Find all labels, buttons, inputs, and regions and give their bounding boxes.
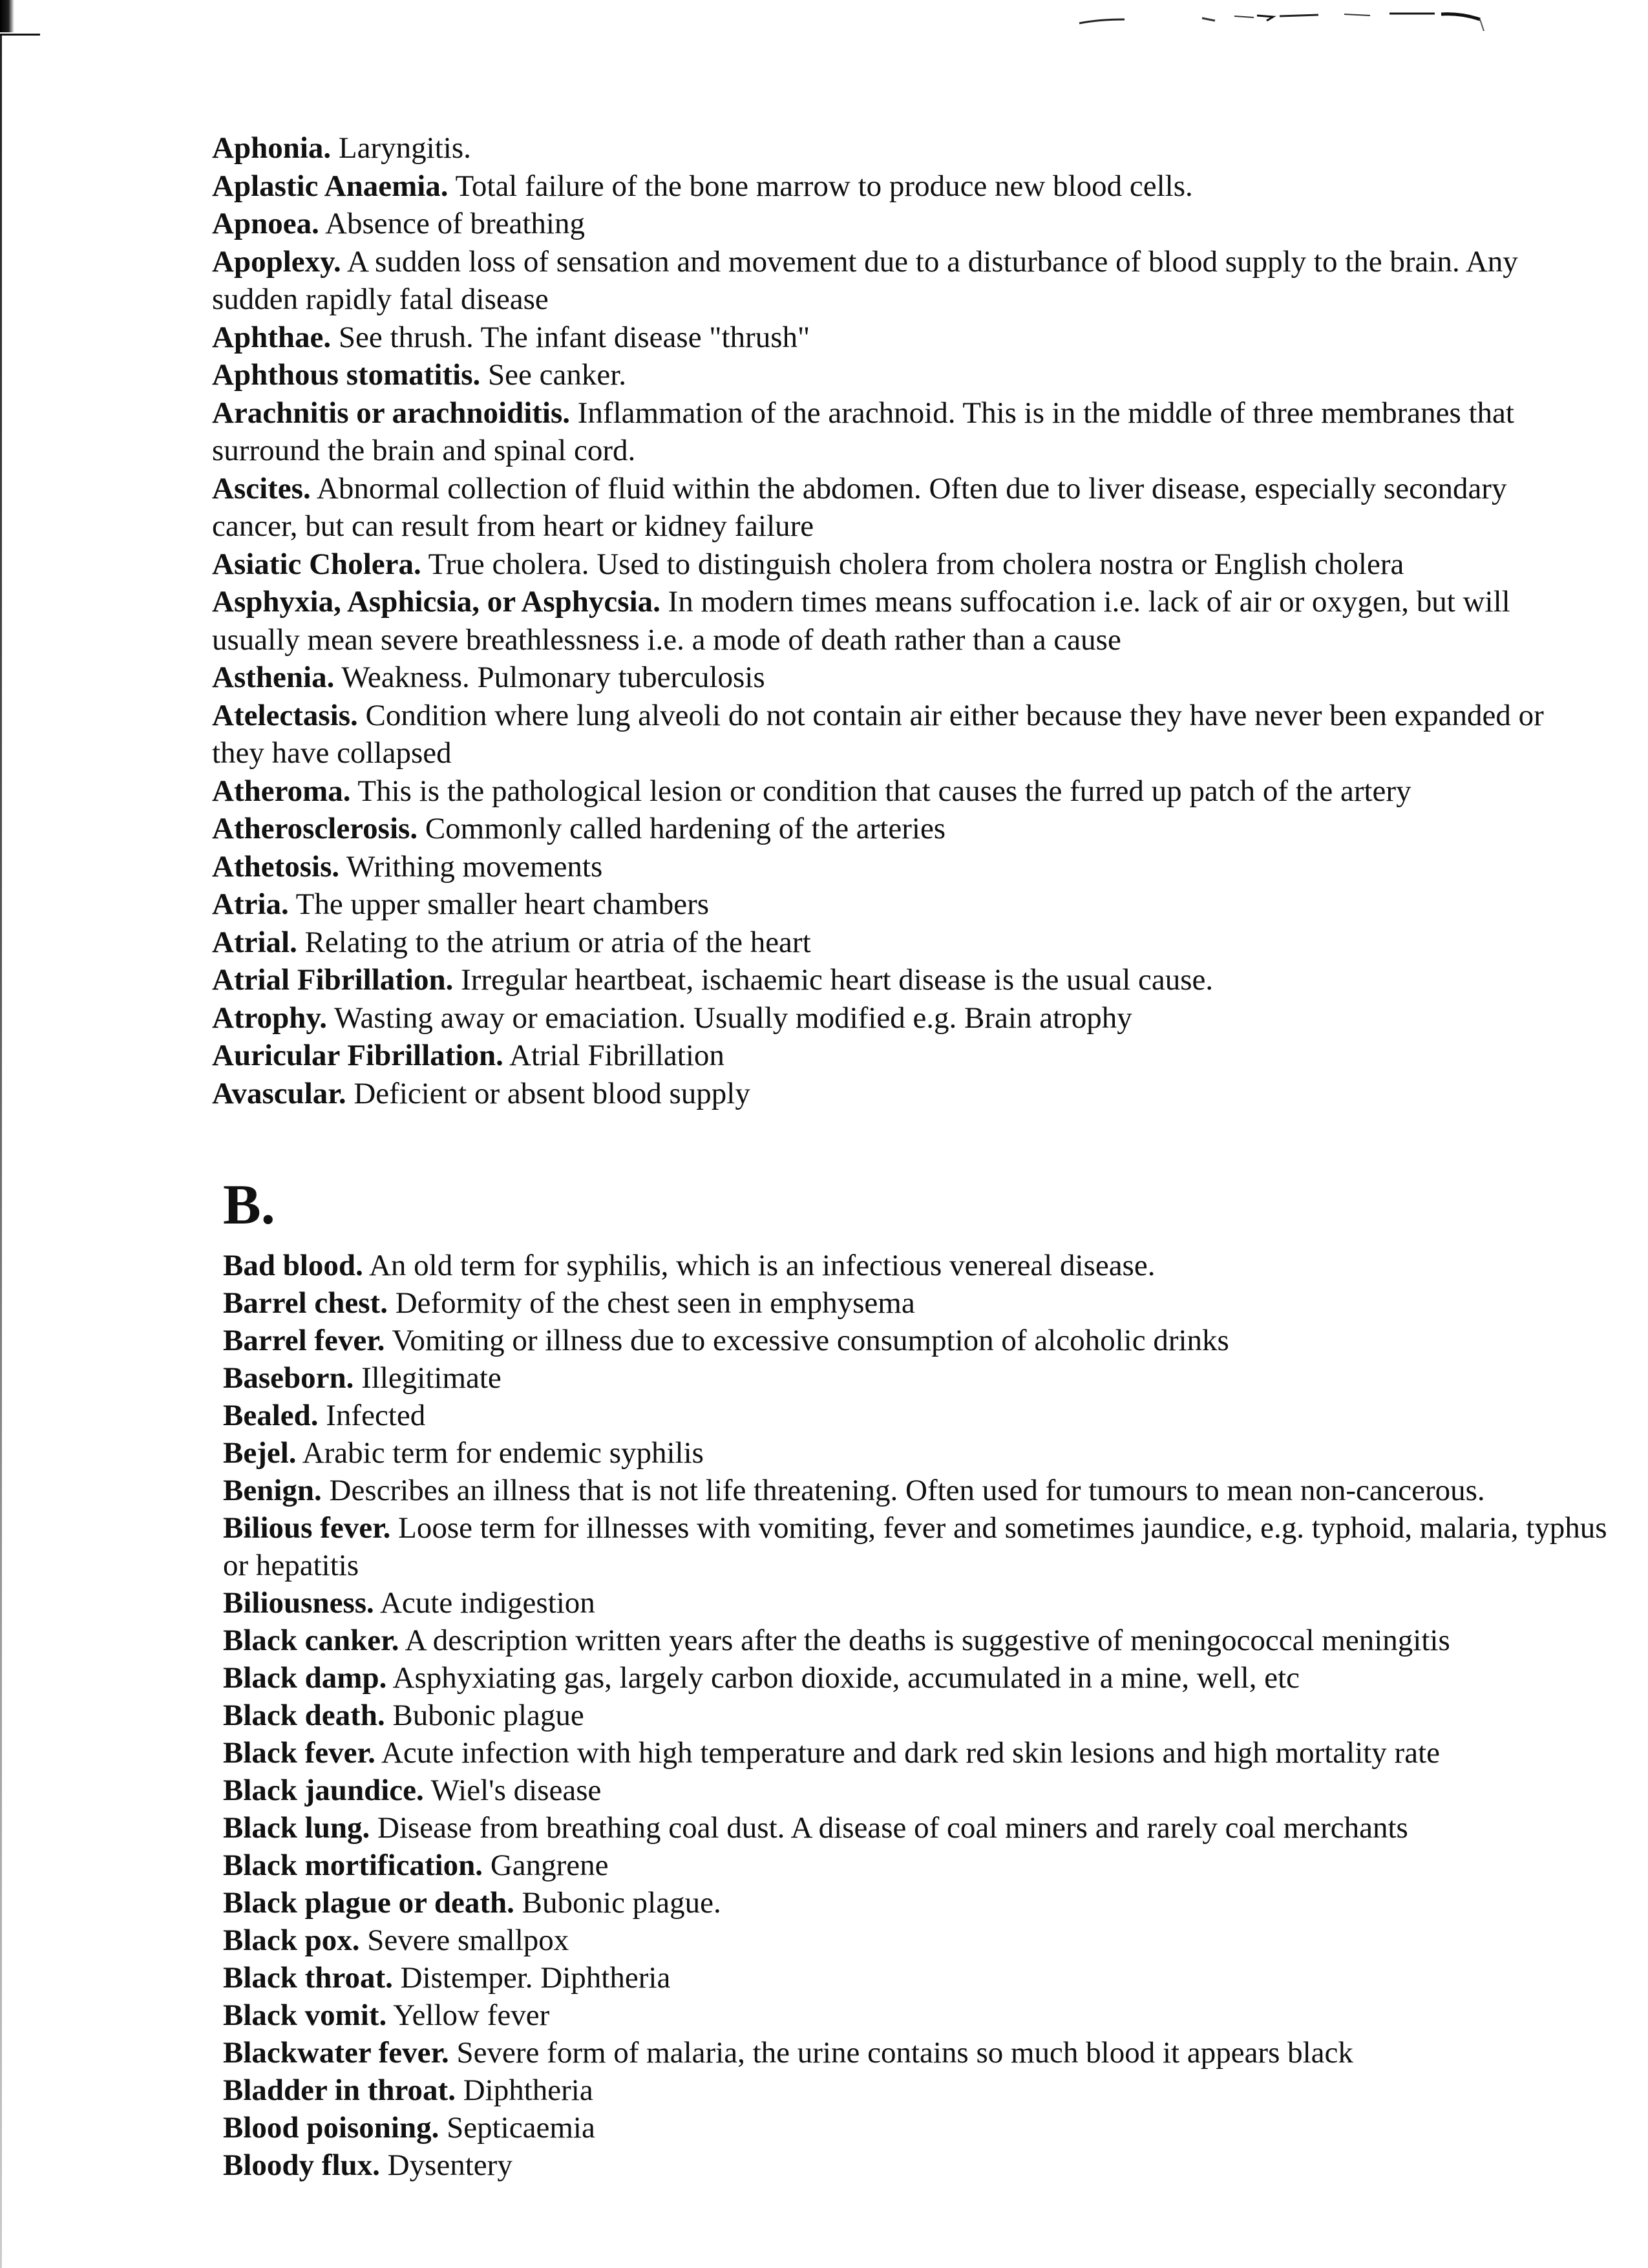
glossary-entry [223, 2034, 1612, 2072]
entry-definition: This is the pathological lesion or condition that causes the furred up patch of the artery [350, 774, 1411, 808]
entry-term: Aphthae. [212, 320, 332, 354]
glossary-entry [212, 659, 1595, 697]
entry-term: Black pox. [223, 1924, 360, 1957]
glossary-entry [223, 1584, 1612, 1622]
entry-term: Barrel fever. [223, 1324, 385, 1357]
entry-definition: Severe smallpox [359, 1924, 569, 1957]
entry-definition: In modern times means suffocation i.e. lack of air or oxygen, but will usually mean severe breathlessness i.e. a mode of death rather than a cause [212, 585, 1510, 657]
entry-term: Black throat. [223, 1961, 393, 1995]
entry-definition: Weakness. Pulmonary tuberculosis [334, 661, 765, 694]
glossary-entry [223, 1472, 1612, 1509]
glossary-entry [212, 394, 1595, 470]
entry-term: Blackwater fever. [223, 2036, 449, 2070]
entry-term: Avascular. [212, 1076, 346, 1110]
entry-definition: Absence of breathing [319, 207, 585, 240]
entry-definition: Atrial Fibrillation [503, 1039, 724, 1072]
entry-term: Atherosclerosis. [212, 812, 418, 845]
entry-definition: Septicaemia [439, 2111, 595, 2145]
entry-term: Aphonia. [212, 131, 332, 165]
entry-definition: True cholera. Used to distinguish cholera from cholera nostra or English cholera [421, 547, 1404, 581]
glossary-entry [212, 999, 1595, 1037]
glossary-entry [212, 848, 1595, 886]
glossary-entry [212, 243, 1595, 319]
glossary-entry [212, 205, 1595, 243]
glossary-entry [223, 1922, 1612, 1959]
entry-term: Athetosis. [212, 849, 340, 884]
entry-term: Blood poisoning. [223, 2111, 439, 2145]
glossary-entry [223, 2109, 1612, 2146]
entry-term: Bejel. [223, 1436, 297, 1470]
glossary-entry [212, 1037, 1595, 1075]
entry-term: Bealed. [223, 1399, 319, 1432]
glossary-entry [212, 470, 1595, 546]
entry-definition: Wiel's disease [423, 1774, 602, 1807]
entry-definition: Disease from breathing coal dust. A disease of coal miners and rarely coal merchants [370, 1811, 1408, 1845]
entry-definition: Acute indigestion [374, 1586, 595, 1620]
glossary-section-a [212, 129, 1595, 1112]
entry-definition: Infected [318, 1399, 426, 1432]
glossary-entry [223, 1809, 1612, 1847]
entry-term: Black jaundice. [223, 1774, 424, 1807]
entry-term: Auricular Fibrillation. [212, 1039, 503, 1072]
entry-term: Biliousness. [223, 1586, 374, 1620]
entry-definition: See thrush. The infant disease "thrush" [331, 320, 810, 354]
entry-definition: Condition where lung alveoli do not contain air either because they have never been expanded or they have collapsed [212, 698, 1544, 770]
entry-term: Asiatic Cholera. [212, 547, 421, 581]
glossary-entry [223, 1359, 1612, 1397]
entry-definition: See canker. [480, 358, 627, 392]
entry-definition: Distemper. Diphtheria [392, 1961, 671, 1995]
entry-term: Black plague or death. [223, 1886, 514, 1920]
glossary-entry [223, 1284, 1612, 1322]
glossary-entry [212, 885, 1595, 924]
entry-definition: Laryngitis. [331, 131, 471, 165]
entry-definition: A description written years after the deaths is suggestive of meningococcal meningitis [399, 1624, 1450, 1657]
entry-definition: Deficient or absent blood supply [346, 1076, 750, 1110]
entry-term: Black mortification. [223, 1849, 483, 1882]
entry-definition: Arabic term for endemic syphilis [296, 1436, 704, 1470]
glossary-entry [212, 810, 1595, 848]
entry-definition: Abnormal collection of fluid within the abdomen. Often due to liver disease, especially secondary cancer, but can result from heart or kidney failure [212, 471, 1507, 543]
entry-definition: Deformity of the chest seen in emphysema [387, 1286, 915, 1320]
glossary-entry [223, 1772, 1612, 1809]
entry-definition: Relating to the atrium or atria of the heart [297, 925, 811, 959]
section-heading: B. [223, 1174, 275, 1236]
entry-definition: The upper smaller heart chambers [288, 887, 710, 921]
entry-definition: An old term for syphilis, which is an infectious venereal disease. [363, 1249, 1156, 1282]
entry-term: Bloody flux. [223, 2148, 380, 2182]
entry-term: Apnoea. [212, 207, 319, 240]
entry-definition: Commonly called hardening of the arteries [417, 812, 946, 845]
entry-definition: Acute infection with high temperature and dark red skin lesions and high mortality rate [375, 1736, 1440, 1770]
glossary-entry [212, 129, 1595, 167]
glossary-entry [223, 1622, 1612, 1659]
entry-term: Ascites. [212, 471, 311, 505]
glossary-entry [223, 2072, 1612, 2109]
glossary-entry [223, 1659, 1612, 1697]
entry-definition: Total failure of the bone marrow to produce new blood cells. [448, 169, 1193, 203]
entry-definition: Diphtheria [455, 2073, 593, 2107]
entry-term: Arachnitis or arachnoiditis. [212, 396, 571, 430]
glossary-entry [212, 167, 1595, 206]
entry-definition: Severe form of malaria, the urine contains so much blood it appears black [449, 2036, 1353, 2070]
glossary-entry [212, 1075, 1595, 1113]
entry-term: Atrial. [212, 925, 297, 959]
entry-definition: Irregular heartbeat, ischaemic heart disease is the usual cause. [453, 963, 1214, 997]
entry-term: Black damp. [223, 1661, 387, 1695]
glossary-entry [212, 319, 1595, 357]
entry-definition: Asphyxiating gas, largely carbon dioxide, accumulated in a mine, well, etc [386, 1661, 1300, 1695]
glossary-entry [223, 1734, 1612, 1772]
entry-definition: Describes an illness that is not life threatening. Often used for tumours to mean non-cancerous. [321, 1474, 1485, 1507]
entry-term: Barrel chest. [223, 1286, 388, 1320]
glossary-entry [223, 1847, 1612, 1884]
entry-term: Benign. [223, 1474, 322, 1507]
glossary-entry [223, 1509, 1612, 1584]
entry-term: Atheroma. [212, 774, 351, 808]
glossary-entry [212, 697, 1595, 772]
entry-term: Black lung. [223, 1811, 370, 1845]
entry-definition: Vomiting or illness due to excessive consumption of alcoholic drinks [385, 1324, 1229, 1357]
glossary-entry [212, 583, 1595, 659]
glossary-entry [223, 1697, 1612, 1734]
entry-term: Aplastic Anaemia. [212, 169, 449, 203]
glossary-entry [212, 546, 1595, 584]
entry-term: Black fever. [223, 1736, 375, 1770]
entry-term: Atrial Fibrillation. [212, 963, 454, 997]
section-b-entries [223, 1247, 1612, 2184]
entry-definition: Gangrene [483, 1849, 609, 1882]
entry-definition: Bubonic plague [385, 1699, 584, 1732]
entry-term: Asphyxia, Asphicsia, or Asphycsia. [212, 585, 660, 619]
entry-term: Apoplexy. [212, 244, 341, 279]
entry-term: Baseborn. [223, 1361, 354, 1395]
glossary-entry [223, 2146, 1612, 2184]
glossary-section-b [223, 1173, 1612, 2184]
glossary-entry [212, 924, 1595, 962]
glossary-entry [212, 356, 1595, 394]
entry-definition: A sudden loss of sensation and movement due to a disturbance of blood supply to the brain. Any sudden rapidly fatal disease [212, 244, 1518, 316]
entry-definition: Writhing movements [339, 849, 603, 884]
entry-term: Black canker. [223, 1624, 399, 1657]
glossary-entry [223, 1959, 1612, 1997]
glossary-entry [223, 1884, 1612, 1922]
glossary-entry [223, 1322, 1612, 1359]
glossary-entry [223, 1434, 1612, 1472]
glossary-entry [223, 1397, 1612, 1434]
entry-definition: Loose term for illnesses with vomiting, fever and sometimes jaundice, e.g. typhoid, malaria, typhus or hepatitis [223, 1511, 1607, 1582]
entry-term: Bilious fever. [223, 1511, 391, 1545]
entry-definition: Inflammation of the arachnoid. This is in the middle of three membranes that surround the brain and spinal cord. [212, 396, 1514, 467]
entry-term: Atria. [212, 887, 289, 921]
glossary-entry [223, 1997, 1612, 2034]
entry-definition: Wasting away or emaciation. Usually modified e.g. Brain atrophy [327, 1001, 1132, 1035]
glossary-entry [223, 1247, 1612, 1284]
entry-definition: Illegitimate [354, 1361, 502, 1395]
entry-term: Bladder in throat. [223, 2073, 456, 2107]
entry-definition: Bubonic plague. [514, 1886, 721, 1920]
entry-term: Aphthous stomatitis. [212, 358, 481, 392]
entry-term: Black vomit. [223, 1998, 387, 2032]
glossary-entry [212, 961, 1595, 999]
glossary-entry [212, 772, 1595, 811]
entry-definition: Dysentery [379, 2148, 512, 2182]
entry-term: Atelectasis. [212, 698, 358, 732]
entry-definition: Yellow fever [386, 1998, 550, 2032]
entry-term: Asthenia. [212, 661, 335, 694]
entry-term: Black death. [223, 1699, 385, 1732]
entry-term: Bad blood. [223, 1249, 363, 1282]
entry-term: Atrophy. [212, 1001, 328, 1035]
